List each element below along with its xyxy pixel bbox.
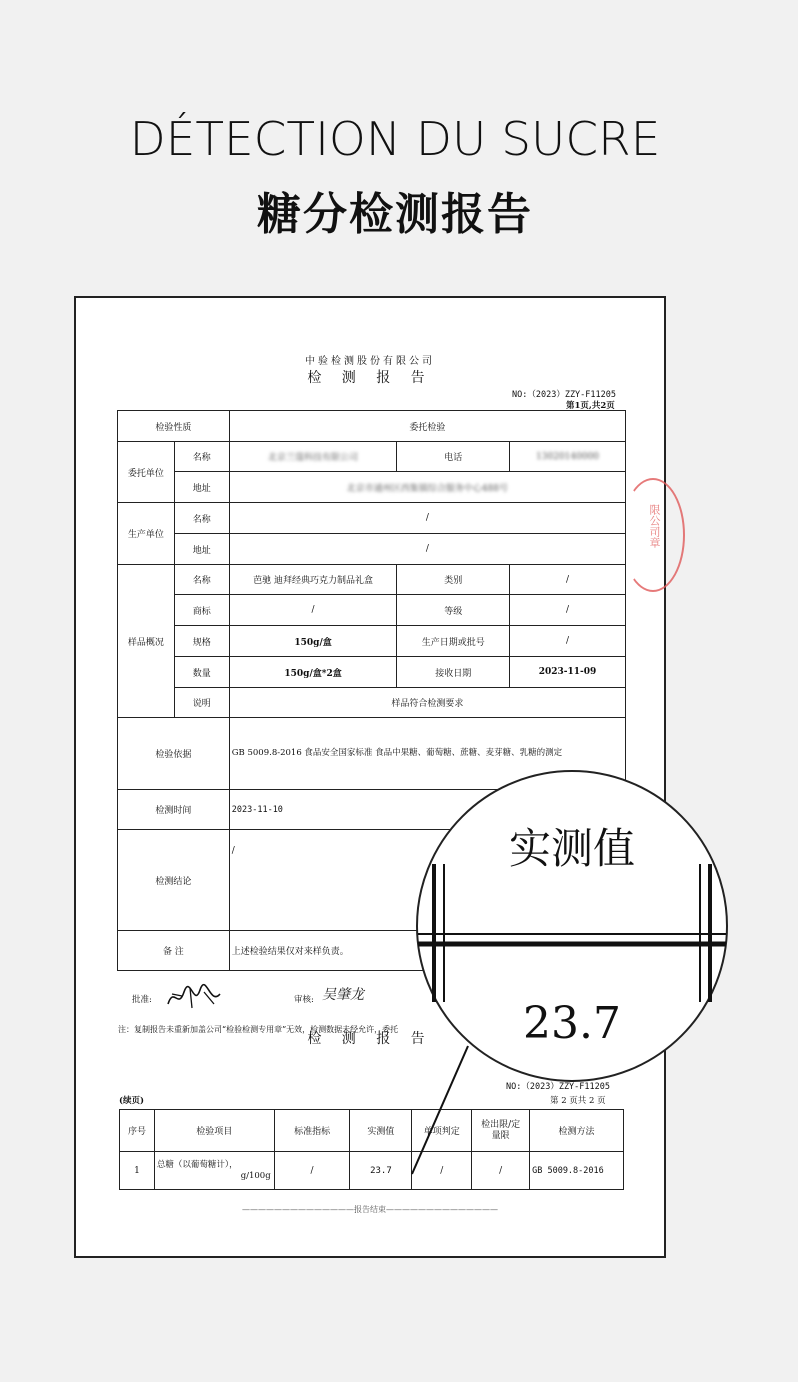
report-paper bbox=[76, 298, 664, 1256]
page-indicator: 第1页,共2页 bbox=[566, 401, 615, 411]
brand-value: / bbox=[229, 595, 397, 626]
grade-value: / bbox=[510, 595, 626, 626]
col-header-value: 实测值 bbox=[350, 1110, 412, 1152]
qty-label: 数量 bbox=[174, 657, 229, 688]
row-value: 23.7 bbox=[350, 1152, 412, 1190]
title-zh: 糖分检测报告 bbox=[257, 189, 533, 240]
review-label: 审核: bbox=[294, 995, 314, 1005]
sample-name-value: 芭驰 迪拜经典巧克力制品礼盒 bbox=[229, 565, 397, 595]
col-header-limit: 检出限/定量限 bbox=[472, 1110, 530, 1152]
grade-label: 等级 bbox=[397, 595, 510, 626]
report-number: NO:（2023）ZZY-F11205 bbox=[512, 390, 616, 400]
magnified-value: 23.7 bbox=[523, 998, 621, 1049]
title-en: DÉTECTION DU SUCRE bbox=[129, 112, 661, 166]
conclusion-label: 检测结论 bbox=[118, 830, 230, 931]
client-phone-value: 13020140000 bbox=[510, 442, 626, 472]
remark-value: 上述检验结果仅对来样负责。 bbox=[229, 931, 625, 971]
basis-value: GB 5009.8-2016 食品安全国家标准 食品中果糖、葡萄糖、蔗糖、麦芽糖、乳糖的测定 bbox=[229, 718, 625, 790]
producer-name-value: / bbox=[229, 503, 625, 534]
producer-label: 生产单位 bbox=[118, 503, 175, 565]
basis-label: 检验依据 bbox=[118, 718, 230, 790]
magnifier-circle bbox=[416, 770, 728, 1082]
col-header-standard: 标准指标 bbox=[274, 1110, 350, 1152]
row-standard: / bbox=[274, 1152, 350, 1190]
report-title-page2: 检 测 报 告 bbox=[307, 1031, 433, 1047]
client-phone-label: 电话 bbox=[397, 442, 510, 472]
approve-label: 批准: bbox=[132, 995, 152, 1005]
col-header-item: 检验项目 bbox=[154, 1110, 274, 1152]
report-title: 检 测 报 告 bbox=[307, 370, 433, 386]
producer-address-value: / bbox=[229, 534, 625, 565]
stamp-text: 限公司章 bbox=[648, 504, 661, 548]
row-no: 1 bbox=[120, 1152, 155, 1190]
col-header-judge: 单项判定 bbox=[412, 1110, 472, 1152]
category-value: / bbox=[510, 565, 626, 595]
receive-value: 2023-11-09 bbox=[510, 657, 626, 688]
inspect-nature-value: 委托检验 bbox=[229, 411, 625, 442]
col-header-method: 检测方法 bbox=[530, 1110, 624, 1152]
report-note: 注：复制报告未重新加盖公司“检验检测专用章”无效，检测数据未经允许，委托 bbox=[118, 1025, 399, 1034]
review-signature: 吴肇龙 bbox=[322, 987, 364, 1003]
col-header-no: 序号 bbox=[120, 1110, 155, 1152]
brand-label: 商标 bbox=[174, 595, 229, 626]
sample-name-label: 名称 bbox=[174, 565, 229, 595]
inspect-nature-label: 检验性质 bbox=[118, 411, 230, 442]
client-address-value: 北京市通州区西集镇综合服务中心488号 bbox=[229, 472, 625, 503]
sample-label: 样品概况 bbox=[118, 565, 175, 718]
client-label: 委托单位 bbox=[118, 442, 175, 503]
client-name-value: 北京兰蔻科技有限公司 bbox=[229, 442, 397, 472]
row-item-line2: g/100g bbox=[240, 1170, 271, 1181]
row-limit: / bbox=[472, 1152, 530, 1190]
qty-value: 150g/盒*2盒 bbox=[229, 657, 397, 688]
row-item-line1: 总糖（以葡萄糖计）， bbox=[156, 1159, 238, 1170]
client-address-label: 地址 bbox=[174, 472, 229, 503]
receive-label: 接收日期 bbox=[397, 657, 510, 688]
category-label: 类别 bbox=[397, 565, 510, 595]
row-judge: / bbox=[412, 1152, 472, 1190]
spec-label: 规格 bbox=[174, 626, 229, 657]
client-name-label: 名称 bbox=[174, 442, 229, 472]
report-end: ——————————————报告结束—————————————— bbox=[242, 1205, 498, 1214]
report-frame bbox=[74, 296, 666, 1258]
continued-label: (续页) bbox=[119, 1096, 145, 1106]
batch-label: 生产日期或批号 bbox=[397, 626, 510, 657]
magnified-label: 实测值 bbox=[508, 824, 635, 873]
producer-address-label: 地址 bbox=[174, 534, 229, 565]
row-method: GB 5009.8-2016 bbox=[530, 1152, 624, 1190]
company-name: 中验检测股份有限公司 bbox=[305, 356, 435, 367]
producer-name-label: 名称 bbox=[174, 503, 229, 534]
report-number-page2: NO:（2023）ZZY-F11205 bbox=[506, 1082, 610, 1092]
spec-value: 150g/盒 bbox=[229, 626, 397, 657]
conclusion-value: / bbox=[229, 830, 625, 931]
time-label: 检测时间 bbox=[118, 790, 230, 830]
remark-label: 备 注 bbox=[118, 931, 230, 971]
desc-value: 样品符合检测要求 bbox=[229, 688, 625, 718]
batch-value: / bbox=[510, 626, 626, 657]
desc-label: 说明 bbox=[174, 688, 229, 718]
page-indicator-page2: 第 2 页共 2 页 bbox=[550, 1096, 606, 1106]
time-value: 2023-11-10 bbox=[229, 790, 625, 830]
